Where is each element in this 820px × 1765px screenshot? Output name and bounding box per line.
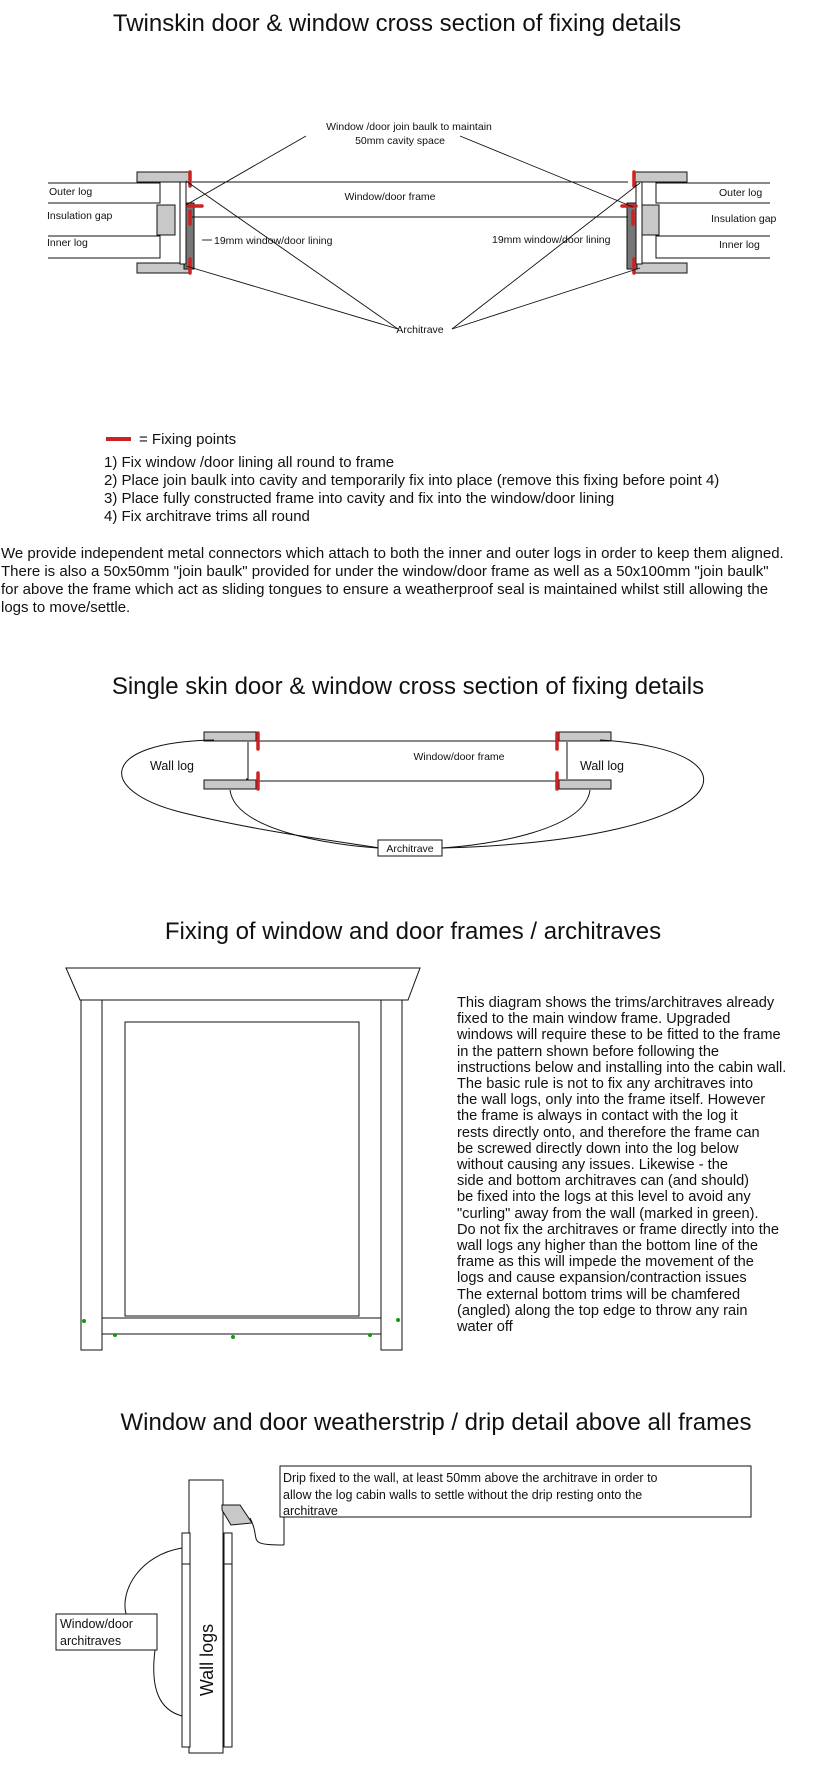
fixing-line: Do not fix the architraves or frame directly into the	[457, 1221, 780, 1238]
fixing-line: fixed to the main window frame. Upgraded	[457, 1011, 731, 1028]
join-baulk-label-2: 50mm cavity space	[355, 135, 445, 147]
fixing-line: The basic rule is not to fix any architraves into	[457, 1076, 754, 1093]
single-skin-frame-label: Window/door frame	[413, 751, 505, 763]
fixing-line: instructions below and installing into the cabin wall.	[457, 1059, 787, 1076]
step-2: 2) Place join baulk into cavity and temporarily fix into place (remove this fixing before point 4)	[104, 472, 720, 489]
twinskin-paragraph-line-1: We provide independent metal connectors which attach to both the inner and outer logs in order to keep them aligned.	[1, 545, 784, 562]
twinskin-paragraph-line-2: There is also a 50x50mm "join baulk" provided for under the window/door frame as well as a 50x100mm "join baulk"	[1, 563, 769, 580]
twinskin-paragraph-line-3: for above the frame which act as sliding tongues to ensure a weatherproof seal is maintained whilst still allowing the	[1, 581, 769, 598]
single-skin-title: Single skin door & window cross section of fixing details	[111, 673, 705, 700]
twinskin-fixing-points	[188, 172, 636, 273]
fixing-line: the wall logs, only into the frame itself. However	[457, 1092, 766, 1109]
outer-log-right-label: Outer log	[719, 187, 763, 199]
fixing-line: frame as this will impede the movement of the	[457, 1254, 754, 1271]
fixing-paragraph	[457, 995, 817, 1335]
architraves-label-line-1: Window/door	[60, 1617, 133, 1631]
inner-log-right-label: Inner log	[719, 239, 760, 251]
fixing-line: wall logs any higher than the bottom line of the	[457, 1238, 758, 1255]
fixing-line: water off	[457, 1319, 513, 1336]
twinskin-paragraph-line-4: logs to move/settle.	[1, 599, 131, 616]
fixing-line: "curling" away from the wall (marked in green).	[457, 1205, 759, 1222]
fixing-line: the frame is always in contact with the log it	[457, 1108, 738, 1125]
wall-log-right-label: Wall log	[580, 759, 624, 773]
step-1: 1) Fix window /door lining all round to frame	[104, 454, 395, 471]
fixing-line: without causing any issues. Likewise - the	[457, 1157, 728, 1174]
lining-right-label: 19mm window/door lining	[492, 234, 611, 246]
fixing-line: be fixed into the logs at this level to avoid any	[457, 1189, 751, 1206]
fixing-line: logs and cause expansion/contraction issues	[457, 1270, 747, 1287]
fixing-line: windows will require these to be fitted to the frame	[457, 1027, 781, 1044]
fixing-line: This diagram shows the trims/architraves already	[457, 995, 775, 1011]
fixing-line: in the pattern shown before following the	[457, 1043, 720, 1060]
single-skin-frame	[256, 741, 558, 781]
join-baulk-label-1: Window /door join baulk to maintain	[326, 121, 492, 133]
step-4: 4) Fix architrave trims all round	[104, 508, 310, 525]
twinskin-leaders	[186, 136, 640, 329]
fixing-point-legend-label: = Fixing points	[139, 431, 237, 448]
fixing-line: rests directly onto, and therefore the frame can	[457, 1124, 760, 1141]
outer-log-left-label: Outer log	[49, 186, 93, 198]
wall-logs-label: Wall logs	[197, 1623, 217, 1697]
lining-left-label: 19mm window/door lining	[214, 235, 333, 247]
fixing-line: be screwed directly down into the log below	[457, 1140, 739, 1157]
drip-note-line-2: allow the log cabin walls to settle without the drip resting onto the	[283, 1488, 643, 1502]
weatherstrip-title: Window and door weatherstrip / drip detail above all frames	[120, 1409, 752, 1436]
window-frame-elevation	[66, 968, 420, 1350]
architraves-label-line-2: architraves	[60, 1634, 122, 1648]
twinskin-frame-label: Window/door frame	[344, 191, 436, 203]
drip-note-line-3: architrave	[283, 1504, 338, 1518]
wall-log-left-label: Wall log	[150, 759, 194, 773]
fixing-line: The external bottom trims will be chamfered	[457, 1286, 741, 1303]
fixing-line: (angled) along the top edge to throw any rain	[457, 1302, 748, 1319]
drip-note-line-1: Drip fixed to the wall, at least 50mm above the architrave in order to	[283, 1471, 658, 1485]
twinskin-title: Twinskin door & window cross section of fixing details	[112, 10, 682, 37]
architrave-label: Architrave	[396, 324, 444, 336]
insulation-right-label: Insulation gap	[711, 213, 777, 225]
fixing-title: Fixing of window and door frames / architraves	[164, 918, 662, 945]
inner-log-left-label: Inner log	[47, 237, 88, 249]
fixing-line: side and bottom architraves can (and should)	[457, 1173, 750, 1190]
step-3: 3) Place fully constructed frame into cavity and fix into the window/door lining	[104, 490, 615, 507]
wall-logs-block	[189, 1480, 223, 1753]
insulation-left-label: Insulation gap	[47, 210, 113, 222]
single-skin-architrave-label: Architrave	[386, 843, 434, 855]
